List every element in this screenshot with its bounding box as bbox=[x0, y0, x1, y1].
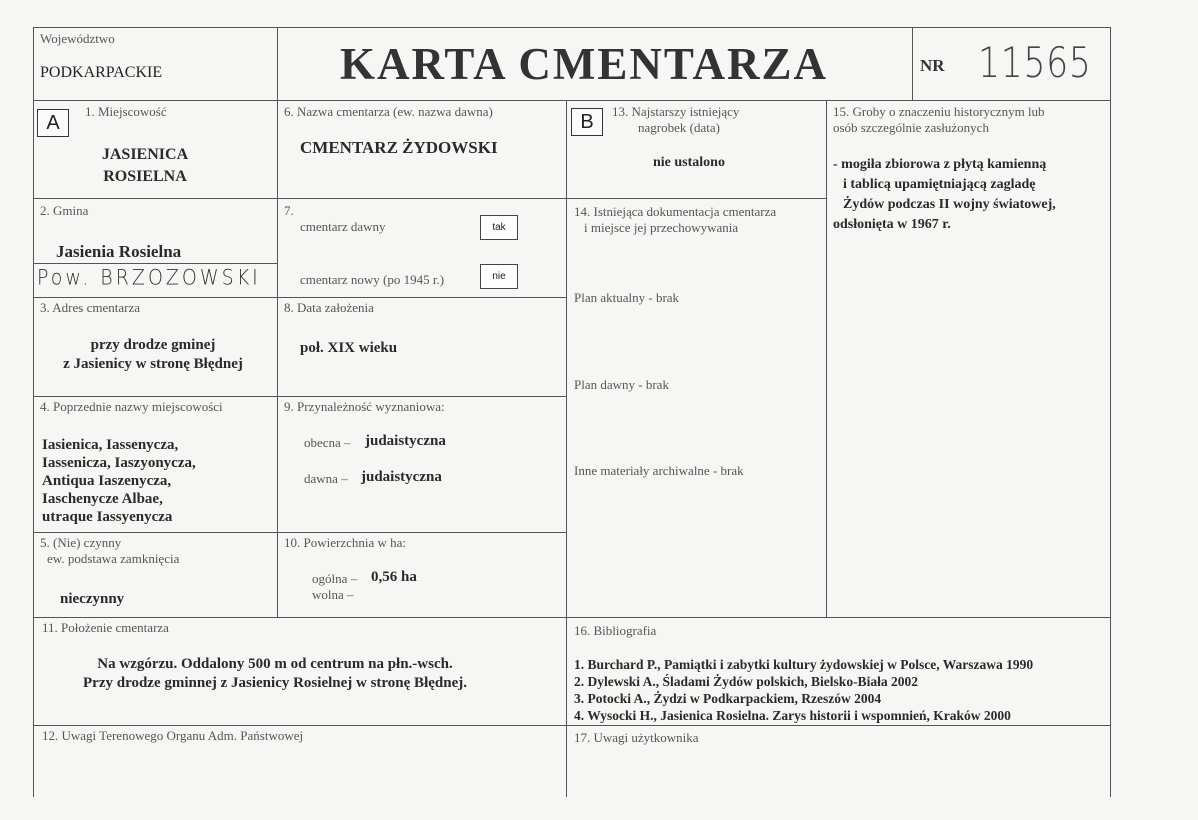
f12-label: 12. Uwagi Terenowego Organu Adm. Państwowej bbox=[42, 728, 304, 743]
f14-plan-old: Plan dawny - brak bbox=[574, 377, 669, 392]
f14-plan-current: Plan aktualny - brak bbox=[574, 290, 680, 305]
header-bottom-line bbox=[33, 100, 1111, 101]
f6-label: 6. Nazwa cmentarza (ew. nazwa dawna) bbox=[284, 104, 493, 119]
f4-label: 4. Poprzednie nazwy miejscowości bbox=[40, 399, 223, 414]
f1-value bbox=[55, 144, 235, 188]
f15-label-line: 15. Groby o znaczeniu historycznym lub bbox=[833, 104, 1045, 119]
f7-new-label: cmentarz nowy (po 1945 r.) bbox=[300, 272, 445, 287]
wojewodztwo-label: Województwo bbox=[40, 31, 115, 46]
row-line-5 bbox=[33, 617, 1111, 618]
f2-value: Jasienia Rosielna bbox=[56, 242, 182, 261]
f7-old-box: tak bbox=[480, 215, 518, 240]
f10-total-label: ogólna – bbox=[312, 571, 358, 586]
f3-value bbox=[53, 336, 253, 374]
f16-bibliography bbox=[574, 656, 1033, 724]
f5-sublabel: ew. podstawa zamknięcia bbox=[47, 551, 180, 566]
row-line-3 bbox=[33, 396, 566, 397]
f15-label bbox=[833, 104, 1045, 136]
f15-value-line: i tablicą upamiętniającą zagladę bbox=[843, 177, 1036, 192]
section-a-marker: A bbox=[37, 109, 69, 137]
f11-value-line: Na wzgórzu. Oddalony 500 m od centrum na płn.-wsch. bbox=[97, 656, 453, 672]
f14-label bbox=[574, 204, 776, 236]
col-line-1 bbox=[277, 27, 278, 617]
f3-label: 3. Adres cmentarza bbox=[40, 300, 140, 315]
f4-value-line: Iassenicza, Iaszyonycza, bbox=[42, 455, 196, 471]
section-b-marker: B bbox=[571, 108, 603, 136]
f2-label: 2. Gmina bbox=[40, 203, 89, 218]
f2-handwritten: Pow. BRZOZOWSKI bbox=[37, 266, 261, 291]
f15-value-line: - mogiła zbiorowa z płytą kamienną bbox=[833, 157, 1047, 172]
f10-free-label: wolna – bbox=[312, 587, 354, 602]
col-line-2 bbox=[566, 100, 567, 797]
f7-label: 7. bbox=[284, 203, 294, 218]
f16-item: 4. Wysocki H., Jasienica Rosielna. Zarys historii i wspomnień, Kraków 2000 bbox=[574, 708, 1011, 723]
f13-value: nie ustalono bbox=[653, 155, 725, 170]
f15-value-line: odsłonięta w 1967 r. bbox=[833, 217, 951, 232]
f5-value: nieczynny bbox=[60, 591, 125, 607]
frame-left bbox=[33, 27, 34, 797]
f16-item: 1. Burchard P., Pamiątki i zabytki kultury żydowskiej w Polsce, Warszawa 1990 bbox=[574, 657, 1034, 672]
nr-label: NR bbox=[920, 56, 945, 75]
f1-value-line: JASIENICA bbox=[101, 146, 189, 163]
f16-label: 16. Bibliografia bbox=[574, 623, 657, 638]
f8-label: 8. Data założenia bbox=[284, 300, 374, 315]
f11-value bbox=[40, 655, 510, 693]
gmina-underline bbox=[33, 263, 277, 264]
f15-label-line: osób szczególnie zasłużonych bbox=[833, 120, 989, 135]
col-line-3 bbox=[826, 100, 827, 618]
f13-label-line: 13. Najstarszy istniejący bbox=[612, 104, 740, 119]
f3-value-line: przy drodze gminej bbox=[90, 337, 216, 353]
f16-item: 2. Dylewski A., Śladami Żydów polskich, Bielsko-Biała 2002 bbox=[574, 674, 918, 689]
row-line-4 bbox=[33, 532, 566, 533]
row-line-2 bbox=[33, 297, 566, 298]
f4-value bbox=[42, 436, 196, 526]
f15-value bbox=[833, 155, 1056, 235]
f5-label: 5. (Nie) czynny bbox=[40, 535, 122, 550]
f15-value-line: Żydów podczas II wojny światowej, bbox=[843, 197, 1056, 212]
row-line-6 bbox=[33, 725, 1111, 726]
f4-value-line: Antiqua Iaszenycza, bbox=[42, 473, 172, 489]
f13-label bbox=[612, 104, 739, 136]
f10-label: 10. Powierzchnia w ha: bbox=[284, 535, 407, 550]
nr-divider bbox=[912, 27, 913, 100]
f13-label-line: nagrobek (data) bbox=[638, 120, 720, 135]
f8-value: poł. XIX wieku bbox=[300, 340, 398, 356]
row-line-1 bbox=[33, 198, 566, 199]
f17-label: 17. Uwagi użytkownika bbox=[574, 730, 699, 745]
f11-label: 11. Położenie cmentarza bbox=[42, 620, 169, 635]
f14-other: Inne materiały archiwalne - brak bbox=[574, 463, 744, 478]
f7-old-label: cmentarz dawny bbox=[300, 219, 386, 234]
row-line-1b bbox=[566, 198, 826, 199]
f9-former-value: judaistyczna bbox=[361, 469, 442, 485]
f4-value-line: Iaschenycze Albae, bbox=[42, 491, 163, 507]
card-title: KARTA CMENTARZA bbox=[340, 39, 829, 89]
frame-top bbox=[33, 27, 1111, 28]
f7-new-box: nie bbox=[480, 264, 518, 289]
f16-item: 3. Potocki A., Żydzi w Podkarpackiem, Rzeszów 2004 bbox=[574, 691, 882, 706]
f4-value-line: Iasienica, Iassenycza, bbox=[42, 437, 179, 453]
f9-current-value: judaistyczna bbox=[365, 433, 446, 449]
f6-value: CMENTARZ ŻYDOWSKI bbox=[300, 138, 498, 157]
f1-label: 1. Miejscowość bbox=[85, 104, 167, 119]
f10-total-value: 0,56 ha bbox=[371, 569, 417, 585]
f11-value-line: Przy drodze gminnej z Jasienicy Rosielnej w stronę Błędnej. bbox=[83, 675, 467, 691]
f14-label-line: 14. Istniejąca dokumentacja cmentarza bbox=[574, 204, 777, 219]
f3-value-line: z Jasienicy w stronę Błędnej bbox=[63, 356, 243, 372]
f9-former-label: dawna – bbox=[304, 471, 348, 486]
f9-label: 9. Przynależność wyznaniowa: bbox=[284, 399, 445, 414]
f4-value-line: utraque Iassyenycza bbox=[42, 509, 173, 525]
frame-right bbox=[1110, 27, 1111, 797]
f9-current-label: obecna – bbox=[304, 435, 351, 450]
nr-value: 11565 bbox=[978, 38, 1092, 87]
wojewodztwo-value: PODKARPACKIE bbox=[40, 64, 163, 81]
f14-label-line: i miejsce jej przechowywania bbox=[584, 220, 739, 235]
f1-value-line: ROSIELNA bbox=[103, 168, 187, 185]
